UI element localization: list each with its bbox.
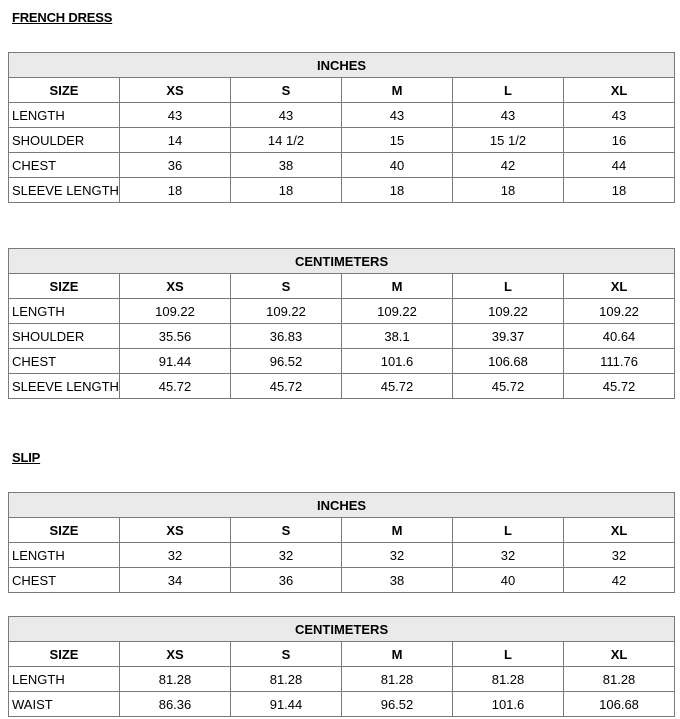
size-header-m: M	[342, 78, 453, 103]
table-cell: 109.22	[120, 299, 231, 324]
table-cell: 91.44	[120, 349, 231, 374]
table-cell: 38	[231, 153, 342, 178]
size-header-l: L	[453, 78, 564, 103]
row-label: SLEEVE LENGTH	[9, 178, 120, 203]
table-cell: 91.44	[231, 692, 342, 717]
table-cell: 101.6	[342, 349, 453, 374]
table-cell: 106.68	[453, 349, 564, 374]
size-column-header: SIZE	[9, 78, 120, 103]
table-cell: 32	[342, 543, 453, 568]
table-cell: 32	[453, 543, 564, 568]
table-row	[9, 128, 675, 153]
unit-header-row	[9, 249, 675, 274]
slip-inches-table	[8, 492, 675, 593]
size-header-s: S	[231, 518, 342, 543]
size-column-header: SIZE	[9, 642, 120, 667]
table-cell: 109.22	[342, 299, 453, 324]
size-header-xl: XL	[564, 78, 675, 103]
table-cell: 43	[453, 103, 564, 128]
table-cell: 40.64	[564, 324, 675, 349]
table-cell: 35.56	[120, 324, 231, 349]
size-header-l: L	[453, 274, 564, 299]
table-row	[9, 349, 675, 374]
size-header-xl: XL	[564, 274, 675, 299]
row-label: LENGTH	[9, 667, 120, 692]
table-row	[9, 103, 675, 128]
table-cell: 81.28	[231, 667, 342, 692]
size-header-xs: XS	[120, 78, 231, 103]
table-cell: 14	[120, 128, 231, 153]
table-cell: 109.22	[453, 299, 564, 324]
size-header-l: L	[453, 518, 564, 543]
size-header-row	[9, 78, 675, 103]
table-cell: 14 1/2	[231, 128, 342, 153]
french-dress-centimeters-table	[8, 248, 675, 399]
row-label: LENGTH	[9, 543, 120, 568]
table-cell: 86.36	[120, 692, 231, 717]
slip-centimeters-table	[8, 616, 675, 717]
table-cell: 18	[453, 178, 564, 203]
table-cell: 81.28	[120, 667, 231, 692]
unit-header: INCHES	[9, 53, 675, 78]
table-cell: 96.52	[231, 349, 342, 374]
table-row	[9, 374, 675, 399]
size-header-xs: XS	[120, 518, 231, 543]
french-dress-title: FRENCH DRESS	[12, 10, 113, 25]
table-cell: 32	[120, 543, 231, 568]
size-header-xl: XL	[564, 642, 675, 667]
table-cell: 38	[342, 568, 453, 593]
table-cell: 45.72	[453, 374, 564, 399]
table-cell: 96.52	[342, 692, 453, 717]
table-cell: 36	[120, 153, 231, 178]
unit-header-row	[9, 53, 675, 78]
table-cell: 109.22	[564, 299, 675, 324]
table-cell: 45.72	[342, 374, 453, 399]
table-cell: 18	[120, 178, 231, 203]
row-label: CHEST	[9, 568, 120, 593]
size-header-row	[9, 642, 675, 667]
size-header-s: S	[231, 274, 342, 299]
size-header-row	[9, 274, 675, 299]
size-header-m: M	[342, 518, 453, 543]
unit-header-row	[9, 493, 675, 518]
table-cell: 18	[231, 178, 342, 203]
size-header-row	[9, 518, 675, 543]
table-cell: 16	[564, 128, 675, 153]
table-cell: 32	[564, 543, 675, 568]
row-label: SHOULDER	[9, 128, 120, 153]
table-row	[9, 568, 675, 593]
table-cell: 42	[453, 153, 564, 178]
table-cell: 40	[453, 568, 564, 593]
table-cell: 81.28	[453, 667, 564, 692]
table-row	[9, 178, 675, 203]
table-cell: 44	[564, 153, 675, 178]
table-row	[9, 299, 675, 324]
unit-header-row	[9, 617, 675, 642]
size-column-header: SIZE	[9, 274, 120, 299]
size-header-m: M	[342, 274, 453, 299]
table-cell: 43	[564, 103, 675, 128]
table-cell: 36.83	[231, 324, 342, 349]
table-cell: 45.72	[120, 374, 231, 399]
table-cell: 38.1	[342, 324, 453, 349]
unit-header: CENTIMETERS	[9, 617, 675, 642]
table-cell: 40	[342, 153, 453, 178]
row-label: SHOULDER	[9, 324, 120, 349]
size-header-s: S	[231, 78, 342, 103]
table-cell: 43	[120, 103, 231, 128]
size-header-xs: XS	[120, 274, 231, 299]
table-cell: 42	[564, 568, 675, 593]
slip-title: SLIP	[12, 450, 41, 465]
row-label: LENGTH	[9, 299, 120, 324]
table-cell: 81.28	[342, 667, 453, 692]
row-label: CHEST	[9, 349, 120, 374]
table-cell: 43	[231, 103, 342, 128]
row-label: LENGTH	[9, 103, 120, 128]
table-cell: 18	[342, 178, 453, 203]
french-dress-inches-table	[8, 52, 675, 203]
table-cell: 45.72	[231, 374, 342, 399]
table-cell: 43	[342, 103, 453, 128]
size-header-xl: XL	[564, 518, 675, 543]
table-cell: 111.76	[564, 349, 675, 374]
table-row	[9, 667, 675, 692]
table-cell: 15	[342, 128, 453, 153]
table-row	[9, 543, 675, 568]
table-cell: 36	[231, 568, 342, 593]
table-cell: 18	[564, 178, 675, 203]
table-cell: 32	[231, 543, 342, 568]
size-header-s: S	[231, 642, 342, 667]
row-label: CHEST	[9, 153, 120, 178]
table-cell: 34	[120, 568, 231, 593]
table-cell: 39.37	[453, 324, 564, 349]
row-label: SLEEVE LENGTH	[9, 374, 120, 399]
unit-header: CENTIMETERS	[9, 249, 675, 274]
table-cell: 81.28	[564, 667, 675, 692]
size-header-l: L	[453, 642, 564, 667]
table-cell: 45.72	[564, 374, 675, 399]
size-column-header: SIZE	[9, 518, 120, 543]
unit-header: INCHES	[9, 493, 675, 518]
table-cell: 106.68	[564, 692, 675, 717]
size-header-m: M	[342, 642, 453, 667]
table-row	[9, 153, 675, 178]
size-header-xs: XS	[120, 642, 231, 667]
table-cell: 15 1/2	[453, 128, 564, 153]
table-row	[9, 324, 675, 349]
table-row	[9, 692, 675, 717]
table-cell: 109.22	[231, 299, 342, 324]
row-label: WAIST	[9, 692, 120, 717]
table-cell: 101.6	[453, 692, 564, 717]
